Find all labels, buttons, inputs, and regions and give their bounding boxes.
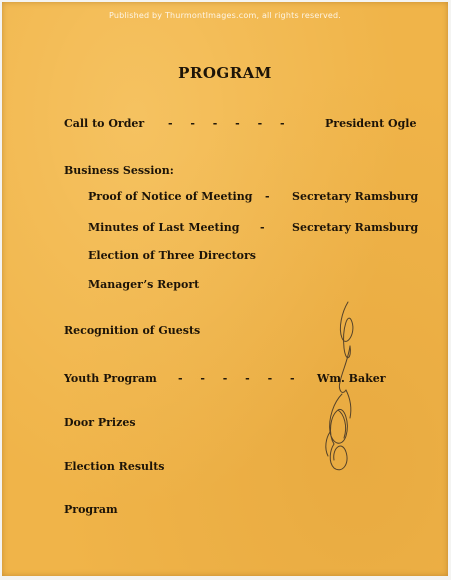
- watermark-text: Published by ThurmontImages.com, all rights reserved.: [108, 11, 342, 20]
- call-to-order-person: President Ogle: [325, 117, 417, 130]
- election-directors-label: Election of Three Directors: [88, 249, 257, 262]
- program-page: [2, 2, 448, 576]
- proof-of-notice-person: Secretary Ramsburg: [292, 190, 419, 203]
- proof-of-notice-label: Proof of Notice of Meeting: [88, 190, 253, 203]
- minutes-person: Secretary Ramsburg: [292, 221, 419, 234]
- managers-report-label: Manager’s Report: [88, 278, 200, 291]
- proof-of-notice-dash: -: [265, 190, 270, 203]
- pencil-scribble-icon: [312, 298, 372, 498]
- recognition-label: Recognition of Guests: [64, 324, 201, 337]
- youth-program-dashes: - - - - - -: [178, 372, 295, 385]
- call-to-order-label: Call to Order: [64, 117, 145, 130]
- program-label: Program: [64, 503, 118, 516]
- call-to-order-dashes: - - - - - -: [168, 117, 285, 130]
- minutes-dash: -: [260, 221, 265, 234]
- youth-program-label: Youth Program: [64, 372, 157, 385]
- business-session-label: Business Session:: [64, 164, 174, 177]
- youth-program-person: Wm. Baker: [317, 372, 386, 385]
- page-title: PROGRAM: [178, 64, 272, 82]
- door-prizes-label: Door Prizes: [64, 416, 136, 429]
- election-results-label: Election Results: [64, 460, 165, 473]
- minutes-label: Minutes of Last Meeting: [88, 221, 240, 234]
